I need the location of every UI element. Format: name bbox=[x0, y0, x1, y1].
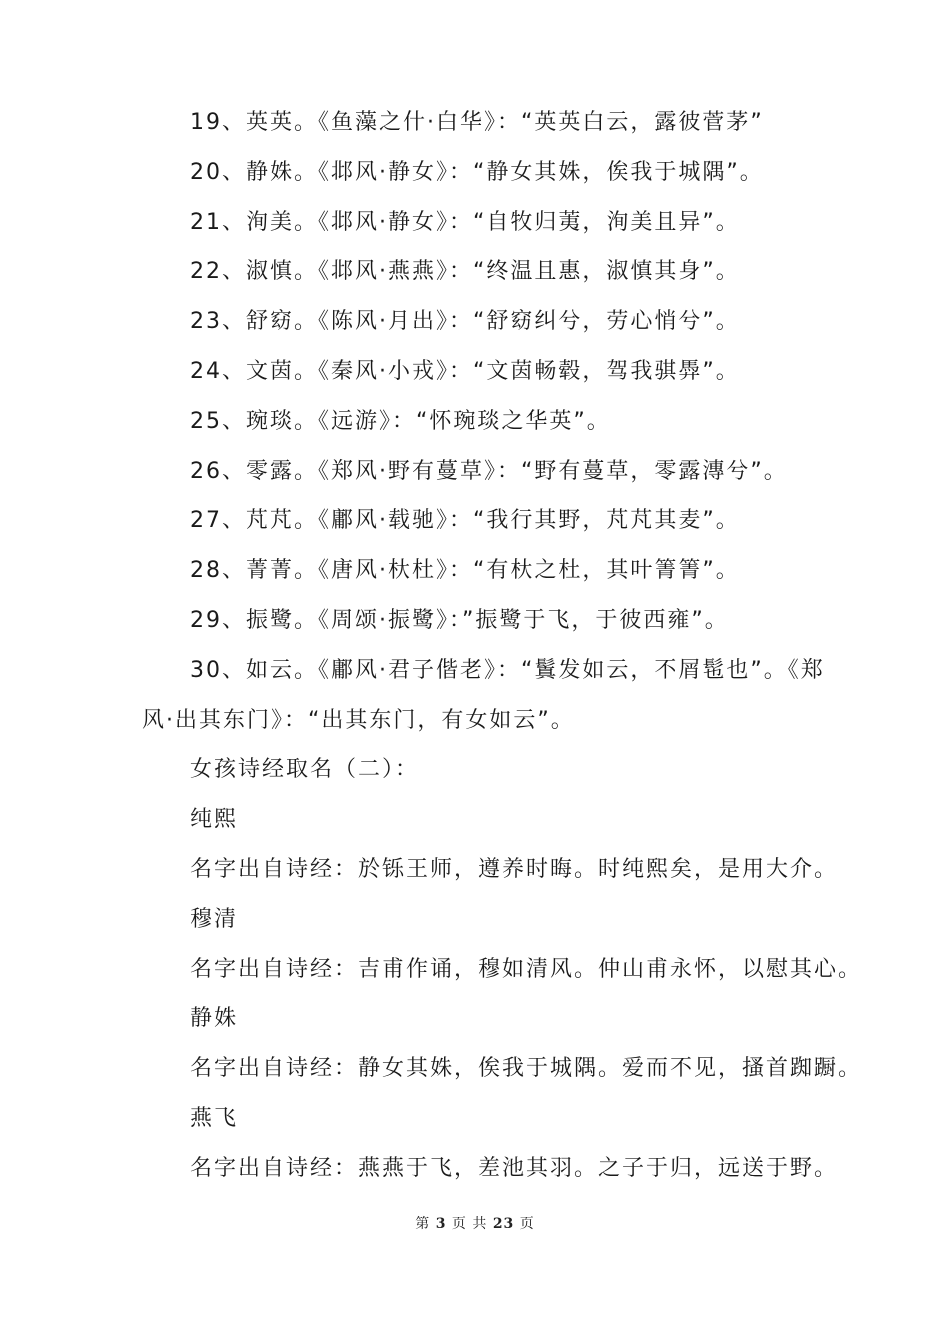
section-heading: 女孩诗经取名（二）： bbox=[190, 757, 420, 783]
list-item-22: 22、淑慎。《邶风·燕燕》：“终温且惠，淑慎其身”。 bbox=[190, 259, 740, 285]
name-chunxi-source: 名字出自诗经：於铄王师，遵养时晦。时纯熙矣，是用大介。 bbox=[190, 856, 839, 882]
page-body bbox=[142, 98, 863, 1194]
list-item-29: 29、振鹭。《周颂·振鹭》：”振鹭于飞，于彼西雍”。 bbox=[190, 607, 729, 633]
current-page-number: 3 bbox=[435, 1216, 447, 1232]
footer-prefix: 第 bbox=[415, 1216, 431, 1232]
footer-middle: 页 共 bbox=[451, 1216, 488, 1232]
list-item-30-continued: 风·出其东门》：“出其东门，有女如云”。 bbox=[142, 707, 575, 733]
name-muqing-source: 名字出自诗经：吉甫作诵，穆如清风。仲山甫永怀，以慰其心。 bbox=[190, 956, 863, 982]
list-item-20: 20、静姝。《邶风·静女》：“静女其姝，俟我于城隅”。 bbox=[190, 159, 764, 185]
list-item-23: 23、舒窈。《陈风·月出》：“舒窈纠兮，劳心悄兮”。 bbox=[190, 309, 740, 335]
page-footer bbox=[0, 1213, 950, 1233]
list-item-28: 28、菁菁。《唐风·杕杜》：“有杕之杜，其叶箐箐”。 bbox=[190, 558, 740, 584]
total-page-count: 23 bbox=[492, 1216, 515, 1232]
list-item-25: 25、琬琰。《远游》：“怀琬琰之华英”。 bbox=[190, 408, 611, 434]
list-item-21: 21、洵美。《邶风·静女》：“自牧归荑，洵美且异”。 bbox=[190, 209, 740, 235]
name-yanfei: 燕飞 bbox=[190, 1105, 239, 1131]
list-item-26: 26、零露。《郑风·野有蔓草》：“野有蔓草，零露漙兮”。 bbox=[190, 458, 788, 484]
name-yanfei-source: 名字出自诗经：燕燕于飞，差池其羽。之子于归，远送于野。 bbox=[190, 1155, 839, 1181]
list-item-30: 30、如云。《鄘风·君子偕老》：“鬒发如云，不屑髢也”。《郑 bbox=[190, 657, 825, 683]
list-item-27: 27、芃芃。《鄘风·载驰》：“我行其野，芃芃其麦”。 bbox=[190, 508, 740, 534]
list-item-19: 19、英英。《鱼藻之什·白华》：“英英白云，露彼菅茅” bbox=[190, 110, 764, 135]
name-jingshu: 静姝 bbox=[190, 1006, 239, 1032]
list-item-24: 24、文茵。《秦风·小戎》：“文茵畅毂，驾我骐馵”。 bbox=[190, 358, 740, 384]
name-jingshu-source: 名字出自诗经：静女其姝，俟我于城隅。爱而不见，搔首踟蹰。 bbox=[190, 1056, 863, 1082]
name-muqing: 穆清 bbox=[190, 906, 239, 932]
name-chunxi: 纯熙 bbox=[190, 807, 239, 833]
footer-suffix: 页 bbox=[519, 1216, 535, 1232]
